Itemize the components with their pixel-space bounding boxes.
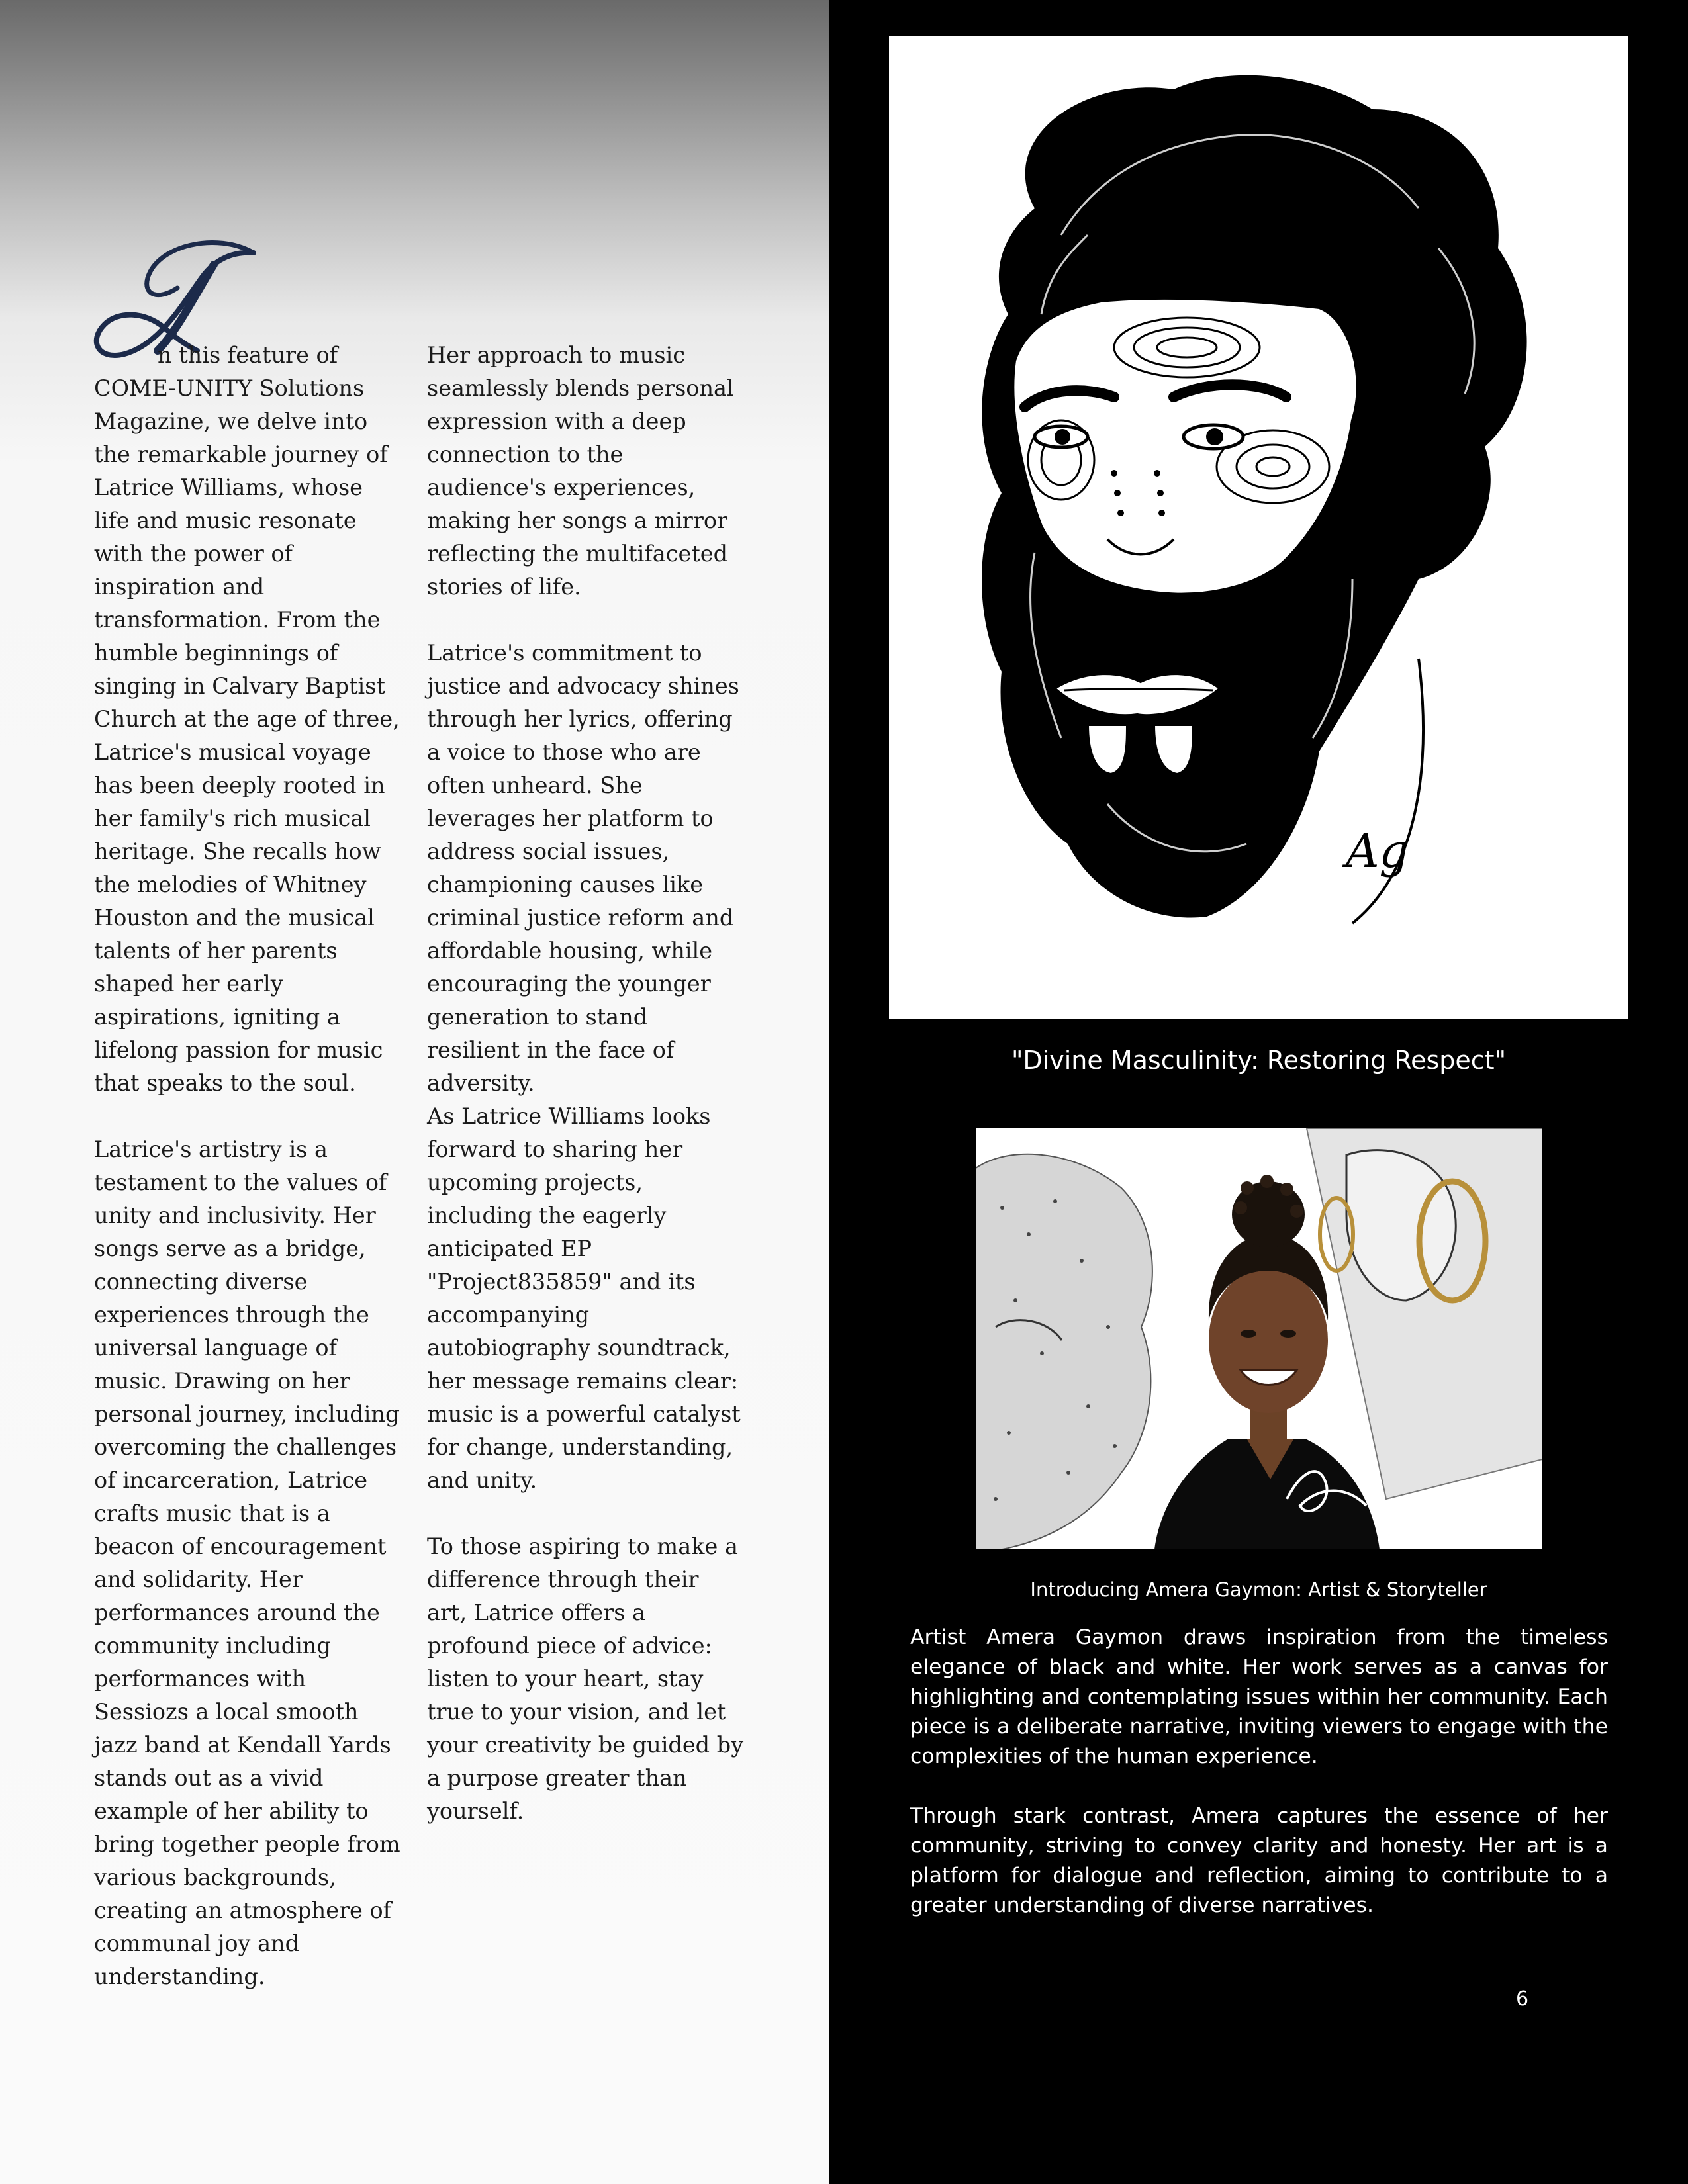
artist-caption: Introducing Amera Gaymon: Artist & Storyteller — [1030, 1578, 1487, 1601]
article-column-1 — [94, 339, 405, 2026]
artist-bio — [910, 1623, 1608, 1950]
article-paragraph: n this feature of COME-UNITY Solutions Magazine, we delve into the remarkable journey of Latrice Williams, whose life and music resonate with the power of inspiration and transformation. From the humble beginnings of singing in Calvary Baptist Church at the age of three, Latrice's musical voyage has been deeply rooted in her family's rich musical heritage. She recalls how the melodies of Whitney Houston and the musical talents of her parents shaped her early aspirations, igniting a lifelong passion for music that speaks to the soul. — [94, 342, 400, 1096]
bio-paragraph: Through stark contrast, Amera captures the essence of her community, striving to convey clarity and honesty. Her art is a platform for dialogue and reflection, aiming to contribute to a greater understanding of diverse narratives. — [910, 1804, 1608, 1917]
artwork-caption: "Divine Masculinity: Restoring Respect" — [1011, 1046, 1507, 1075]
artist-photo — [976, 1128, 1542, 1549]
article-paragraph: To those aspiring to make a difference through their art, Latrice offers a profound piece of advice: listen to your heart, stay true to your vision, and let your creativity be guided by a purpose greater than yourself. — [427, 1533, 744, 1824]
artwork-illustration — [889, 36, 1628, 1019]
article-column-2 — [427, 339, 745, 1861]
page-number: 6 — [1516, 1987, 1529, 2011]
article-paragraph: As Latrice Williams looks forward to sharing her upcoming projects, including the eagerly anticipated EP "Project835859" and its accompanying autobiography soundtrack, her message remains clear: music is a powerful catalyst for change, understanding, and unity. — [427, 1103, 741, 1493]
artist-signature: Ag — [1346, 824, 1409, 878]
article-paragraph: Latrice's artistry is a testament to the values of unity and inclusivity. Her songs serve as a bridge, connecting diverse experiences through the universal language of music. Drawing on her personal journey, including overcoming the challenges of incarceration, Latrice crafts music that is a beacon of encouragement and solidarity. Her performances around the community including performances with Sessiozs a local smooth jazz band at Kendall Yards stands out as a vivid example of her ability to bring together people from various backgrounds, creating an atmosphere of communal joy and understanding. — [94, 1136, 400, 1989]
article-paragraph: Latrice's commitment to justice and advocacy shines through her lyrics, offering a voice to those who are often unheard. She leverages her platform to address social issues, championing causes like criminal justice reform and affordable housing, while encouraging the younger generation to stand resilient in the face of adversity. — [427, 640, 739, 1096]
artist-photo-image — [976, 1128, 1542, 1549]
article-paragraph: Her approach to music seamlessly blends personal expression with a deep connection to the audience's experiences, making her songs a mirror reflecting the multifaceted stories of life. — [427, 342, 734, 600]
artwork-divine-masculinity — [889, 36, 1628, 1019]
bio-paragraph: Artist Amera Gaymon draws inspiration from the timeless elegance of black and white. Her work serves as a canvas for highlighting and contemplating issues within her community. Each piece is a deliberate narrative, inviting viewers to engage with the complexities of the human experience. — [910, 1625, 1608, 1768]
